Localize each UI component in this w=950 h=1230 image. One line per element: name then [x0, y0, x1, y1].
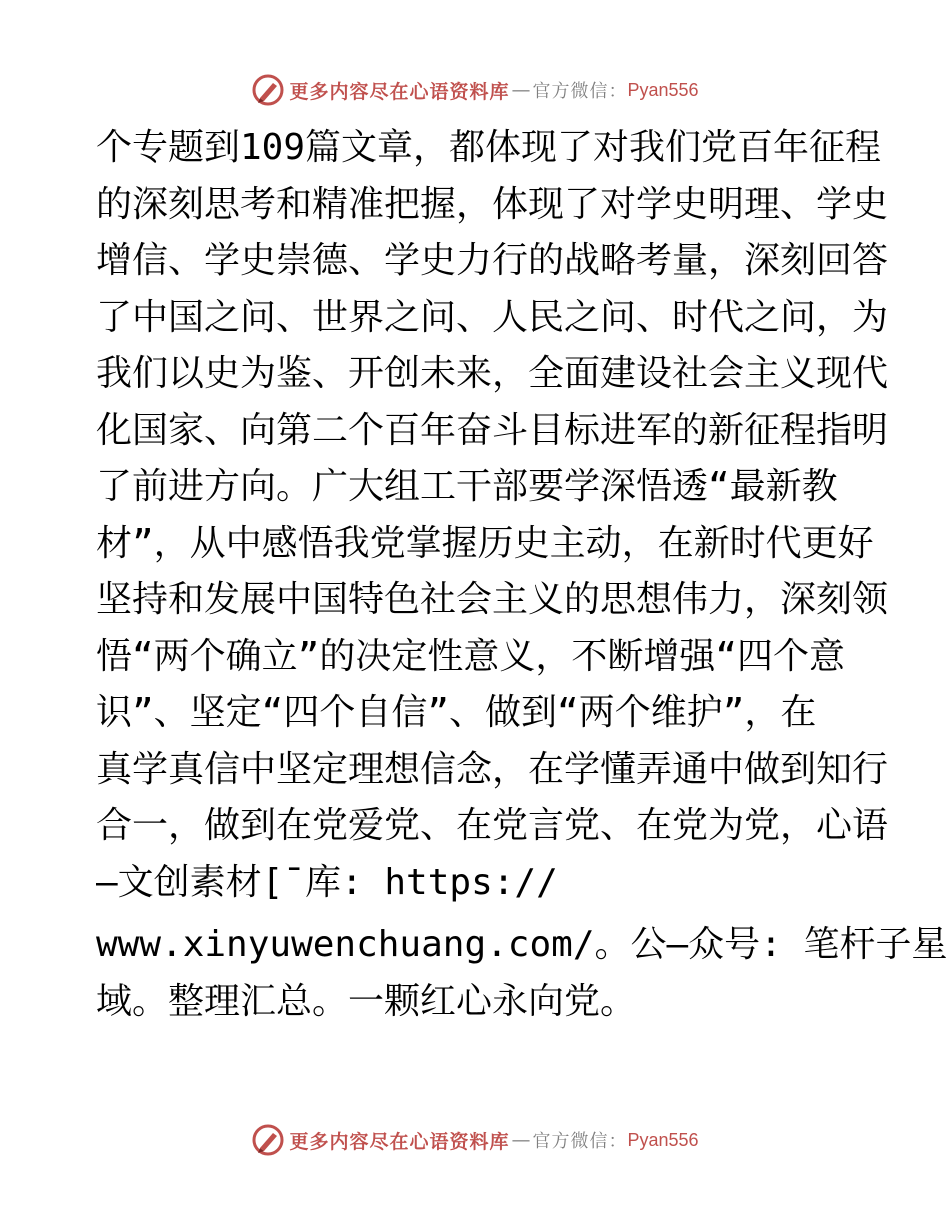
banner-dash: — [511, 79, 531, 101]
banner-title: 更多内容尽在心语资料库 [289, 1130, 510, 1153]
body-line: 真学真信中坚定理想信念，在学懂弄通中做到知行 [96, 748, 889, 790]
body-line: —文创素材[¯库: https:// [96, 861, 558, 903]
body-line: 增信、学史崇德、学史力行的战略考量，深刻回答 [96, 240, 889, 281]
body-line: 个专题到109篇文章，都体现了对我们党百年征程 [96, 127, 882, 168]
document-body [96, 120, 948, 1030]
pen-logo-icon [251, 1123, 285, 1157]
body-line: 坚持和发展中国特色社会主义的思想伟力，深刻领 [96, 579, 889, 620]
body-line: 域。整理汇总。一颗红心永向党。 [96, 980, 637, 1022]
footer-banner [0, 1120, 950, 1160]
body-line: 了中国之问、世界之问、人民之问、时代之问，为 [96, 296, 889, 338]
body-line: www.xinyuwenchuang.com/。公—众号: 笔杆子星 [96, 924, 948, 965]
body-line: 我们以史为鉴、开创未来，全面建设社会主义现代 [96, 353, 889, 394]
banner-wechat-id: Pyan556 [627, 79, 699, 100]
banner-wechat-label: 官方微信： [532, 81, 628, 102]
body-line: 化国家、向第二个百年奋斗目标进军的新征程指明 [96, 409, 889, 451]
body-line: 识”、坚定“四个自信”、做到“两个维护”，在 [96, 692, 817, 733]
body-line: 悟“两个确立”的决定性意义，不断增强“四个意 [96, 635, 846, 677]
body-line: 材”，从中感悟我党掌握历史主动，在新时代更好 [96, 522, 874, 564]
body-line: 合一，做到在党爱党、在党言党、在党为党，心语 [96, 805, 889, 846]
banner-wechat-label: 官方微信： [532, 1131, 628, 1152]
banner-wechat-id: Pyan556 [627, 1129, 699, 1150]
header-banner [0, 70, 950, 110]
body-line: 了前进方向。广大组工干部要学深悟透“最新教 [96, 466, 838, 507]
pen-logo-icon [251, 73, 285, 107]
banner-title: 更多内容尽在心语资料库 [289, 80, 510, 103]
banner-dash: — [511, 1129, 531, 1151]
body-line: 的深刻思考和精准把握，体现了对学史明理、学史 [96, 183, 889, 225]
